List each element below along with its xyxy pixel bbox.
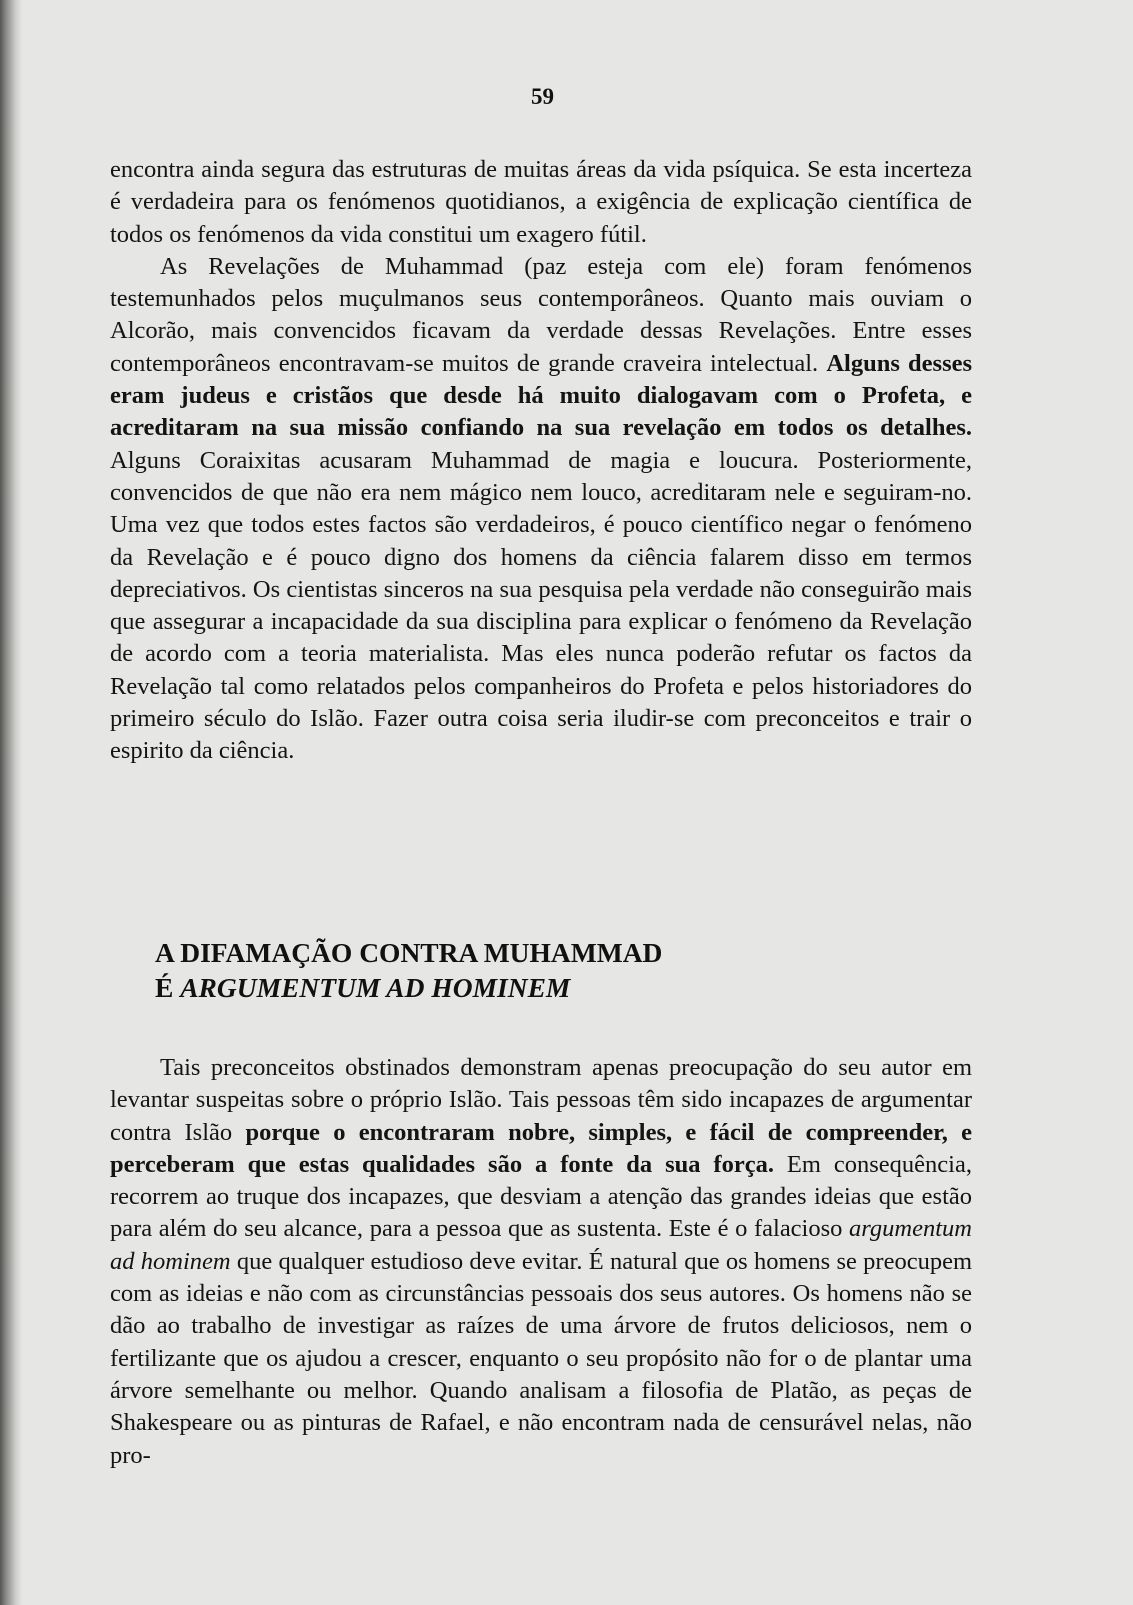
paragraph-revelations	[110, 251, 972, 768]
paragraph-revelations-text-1: As Revelações de Muhammad (paz esteja com ele) foram fenómenos testemunhados pelos muçulmanos seus contemporâneos. Quanto mais ouviam o Alcorão, mais convencidos ficavam da verdade dessas Revelações. Entre esses contemporâneos encontravam-se muitos de grande craveira intelectual.	[110, 252, 972, 377]
paragraph-prejudices	[110, 1052, 972, 1472]
section-heading	[155, 935, 955, 1005]
paragraph-prejudices-italic: argumentum ad hominem	[110, 1215, 972, 1275]
section-heading-line-2	[155, 970, 955, 1005]
paragraph-prejudices-bold: porque o encontraram nobre, simples, e fácil de compreender, e perceberam que estas qualidades são a fonte da sua força.	[110, 1118, 973, 1178]
paragraph-prejudices-text-1: Tais preconceitos obstinados demonstram apenas preocupação do seu autor em levantar suspeitas sobre o próprio Islão. Tais pessoas têm sido incapazes de argumentar contra Islão	[110, 1054, 972, 1146]
section-heading-prefix: É	[155, 972, 181, 1003]
text-block-bottom	[110, 1052, 972, 1472]
paragraph-prejudices-text-2: Em consequência, recorrem ao truque dos incapazes, que desviam a atenção das grandes ideias que estão para além do seu alcance, para a pessoa que as sustenta. Este é o falacioso	[110, 1150, 972, 1243]
paragraph-revelations-bold: Alguns desses eram judeus e cristãos que desde há muito dialogavam com o Profeta, e acreditaram na sua missão confiando na sua revelação em todos os detalhes.	[110, 349, 973, 442]
page-number: 59	[531, 84, 554, 109]
paragraph-prejudices-text-3: que qualquer estudioso deve evitar. É natural que os homens se preocupem com as ideias e não com as circunstâncias pessoais dos seus autores. Os homens não se dão ao trabalho de investigar as raízes de uma árvore de frutos deliciosos, nem o fertilizante que os ajudou a crescer, enquanto o seu propósito não for o de plantar uma árvore semelhante ou melhor. Quando analisam a filosofia de Platão, as peças de Shakespeare ou as pinturas de Rafael, e não encontram nada de censurável nelas, não pro-	[110, 1247, 973, 1469]
paragraph-revelations-text-2: Alguns Coraixitas acusaram Muhammad de magia e loucura. Posteriormente, convencidos de que não era nem mágico nem louco, acreditaram nele e seguiram-no. Uma vez que todos estes factos são verdadeiros, é pouco científico negar o fenómeno da Revelação e é pouco digno dos homens da ciência falarem disso em termos depreciativos. Os cientistas sinceros na sua pesquisa pela verdade não conseguirão mais que assegurar a incapacidade da sua disciplina para explicar o fenómeno da Revelação de acordo com a teoria materialista. Mas eles nunca poderão refutar os factos da Revelação tal como relatados pelos companheiros do Profeta e pelos historiadores do primeiro século do Islão. Fazer outra coisa seria iludir-se com preconceitos e trair o espirito da ciência.	[110, 446, 972, 765]
section-heading-line-1: A DIFAMAÇÃO CONTRA MUHAMMAD	[155, 937, 663, 968]
text-block-top	[110, 154, 972, 768]
paragraph-continuation: encontra ainda segura das estruturas de muitas áreas da vida psíquica. Se esta incerteza é verdadeira para os fenómenos quotidianos, a exigência de explicação científica de todos os fenómenos da vida constitui um exagero fútil.	[110, 156, 972, 248]
section-heading-latin: ARGUMENTUM AD HOMINEM	[180, 972, 571, 1003]
